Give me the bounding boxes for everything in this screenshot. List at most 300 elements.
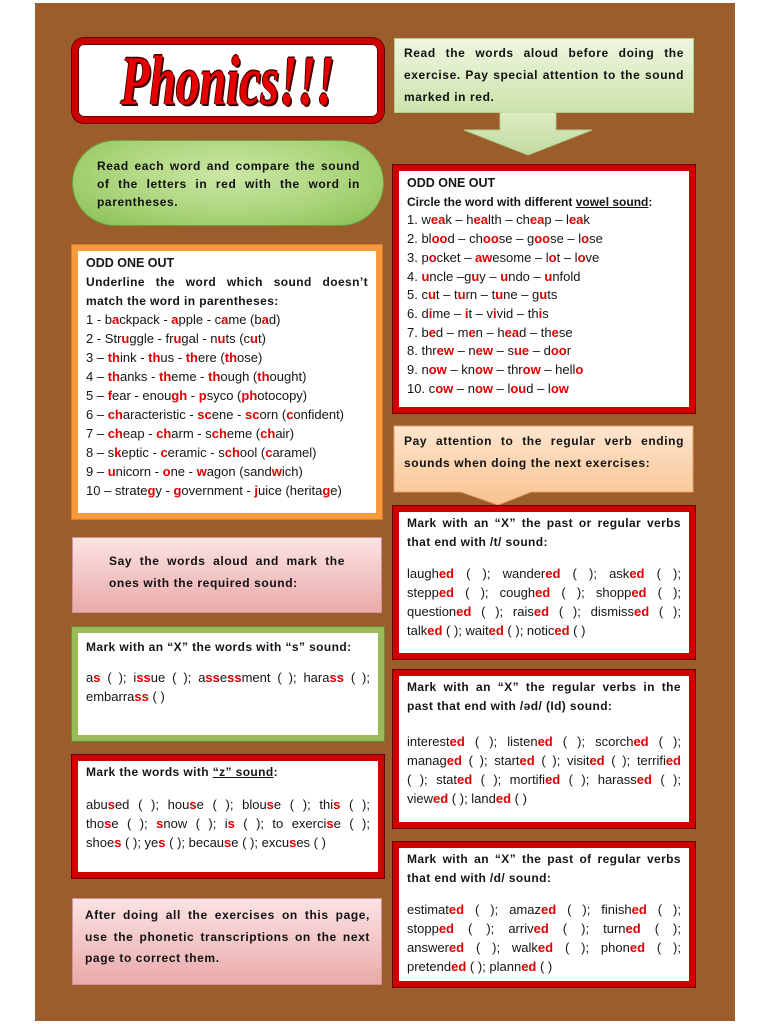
- plain-text: ( ); visit: [534, 753, 590, 768]
- plain-text: interest: [407, 734, 450, 749]
- plain-text: ( );: [340, 797, 370, 812]
- plain-text: n – h: [475, 324, 505, 340]
- verb-ending-note: [393, 425, 693, 493]
- highlighted-letters: ed: [629, 566, 645, 581]
- plain-text: 2 - Str: [86, 331, 122, 346]
- plain-text: e ( ); blou: [196, 797, 267, 812]
- word-list: [86, 310, 368, 500]
- plain-text: p – l: [544, 212, 569, 228]
- highlighted-letters: ed: [545, 772, 561, 787]
- highlighted-letters: th: [257, 369, 270, 384]
- heading-colon: :: [273, 765, 279, 779]
- plain-text: ( ); shopp: [550, 585, 632, 600]
- plain-text: rn – t: [465, 287, 496, 303]
- plain-text: aramel): [272, 445, 317, 460]
- highlighted-letters: ed: [433, 791, 449, 806]
- plain-text: agon (sand: [206, 464, 272, 479]
- plain-text: – l: [493, 380, 511, 396]
- text-line: [86, 462, 368, 481]
- plain-text: ich): [281, 464, 303, 479]
- plain-text: 3 –: [86, 350, 108, 365]
- highlighted-letters: ph: [241, 388, 258, 403]
- plain-text: se: [589, 231, 603, 247]
- text-line: [407, 602, 681, 621]
- highlighted-letters: w: [271, 464, 282, 479]
- plain-text: t – v: [468, 305, 494, 321]
- highlighted-letters: ed: [449, 734, 465, 749]
- text-line: [86, 668, 370, 687]
- highlighted-letters: ea: [568, 212, 584, 228]
- correction-note: [72, 898, 382, 985]
- highlighted-letters: ed: [438, 921, 454, 936]
- highlighted-letters: g: [173, 483, 182, 498]
- plain-text: ve: [585, 249, 600, 265]
- word-list: [86, 668, 370, 706]
- highlighted-letters: e: [428, 324, 436, 340]
- highlighted-letters: a: [221, 312, 229, 327]
- plain-text: 10 – strate: [86, 483, 148, 498]
- highlighted-letters: ow: [428, 362, 447, 378]
- highlighted-letters: s: [224, 835, 232, 850]
- highlighted-letters: o: [575, 362, 584, 378]
- odd-one-out-vowels: [393, 165, 695, 413]
- plain-text: ( ); stat: [407, 772, 458, 787]
- highlighted-letters: ow: [435, 380, 454, 396]
- plain-text: me –: [432, 305, 465, 321]
- highlighted-letters: ed: [629, 940, 646, 955]
- say-aloud-text: Say the words aloud and mark the ones with the required sound:: [109, 554, 345, 590]
- plain-text: 4.: [407, 268, 422, 284]
- plain-text: ( ); mortifi: [472, 772, 546, 787]
- highlighted-letters: ed: [451, 959, 467, 974]
- heading-text: Mark the words with: [86, 765, 213, 779]
- highlighted-letters: ue: [513, 343, 530, 359]
- text-line: [407, 732, 681, 751]
- highlighted-letters: o: [577, 249, 586, 265]
- plain-text: ( ); wander: [453, 566, 546, 581]
- text-line: [407, 305, 681, 324]
- plain-text: d): [268, 312, 281, 327]
- text-line: [86, 348, 368, 367]
- plain-text: e): [330, 483, 342, 498]
- plain-text: 1 - b: [86, 312, 113, 327]
- highlighted-letters: th: [224, 350, 238, 365]
- text-line: [407, 938, 681, 957]
- highlighted-letters: ea: [504, 324, 520, 340]
- highlighted-letters: aw: [474, 249, 493, 265]
- plain-text: ere (: [198, 350, 225, 365]
- plain-text: d – m: [435, 324, 469, 340]
- heading-underlined: vowel sound: [575, 194, 649, 209]
- text-line: [407, 324, 681, 343]
- highlighted-letters: j: [254, 483, 259, 498]
- plain-text: 8 – s: [86, 445, 115, 460]
- plain-text: ( );: [646, 585, 682, 600]
- highlighted-letters: s: [156, 816, 164, 831]
- plain-text: ( ); harass: [560, 772, 637, 787]
- plain-text: ne -: [170, 464, 197, 479]
- plain-text: air): [275, 426, 295, 441]
- highlighted-letters: ed: [448, 940, 465, 955]
- text-line: [407, 770, 681, 789]
- highlighted-letters: p: [198, 388, 207, 403]
- plain-text: arm - s: [171, 426, 212, 441]
- text-line: [407, 249, 681, 268]
- plain-text: eme -: [171, 369, 209, 384]
- plain-text: e ( );: [333, 816, 370, 831]
- odd-one-out-consonants: [72, 245, 382, 519]
- text-line: [86, 329, 368, 348]
- highlighted-letters: s: [289, 835, 297, 850]
- heading-colon: :: [648, 194, 653, 209]
- highlighted-letters: s: [189, 797, 197, 812]
- plain-text: ( ); land: [448, 791, 496, 806]
- plain-text: 7 –: [86, 426, 108, 441]
- highlighted-letters: th: [107, 350, 120, 365]
- highlighted-letters: i: [493, 305, 497, 321]
- highlighted-letters: th: [185, 350, 198, 365]
- highlighted-letters: oo: [534, 231, 551, 247]
- text-line: [86, 443, 368, 462]
- highlighted-letters: ed: [631, 902, 647, 917]
- highlighted-letters: i: [428, 305, 433, 321]
- highlighted-letters: i: [464, 305, 469, 321]
- plain-text: ( ); turn: [548, 921, 626, 936]
- highlighted-letters: u: [121, 331, 130, 346]
- highlighted-letters: ed: [446, 753, 462, 768]
- plain-text: ool (: [239, 445, 266, 460]
- plain-text: 7. b: [407, 324, 429, 340]
- compare-instruction-text: Read each word and compare the sound of the letters in red with the word in parentheses.: [97, 159, 360, 209]
- read-aloud-text: Read the words aloud before doing the exercise. Pay special attention to the sound marked in red.: [404, 46, 684, 104]
- highlighted-letters: ed: [448, 902, 465, 917]
- verb-list: [407, 900, 681, 976]
- highlighted-letters: ow: [474, 362, 493, 378]
- highlighted-letters: ed: [521, 959, 537, 974]
- plain-text: – d: [529, 343, 551, 359]
- plain-text: eap -: [122, 426, 157, 441]
- plain-text: -: [187, 388, 199, 403]
- plain-text: ts (c: [225, 331, 251, 346]
- plain-text: ndo –: [508, 268, 545, 284]
- highlighted-letters: ed: [665, 753, 681, 768]
- plain-text: eme (: [226, 426, 261, 441]
- plain-text: ( ); notic: [503, 623, 555, 638]
- plain-text: ts: [547, 287, 558, 303]
- text-line: [407, 583, 681, 602]
- highlighted-letters: ss: [136, 670, 151, 685]
- plain-text: ne – g: [503, 287, 540, 303]
- plain-text: embarra: [86, 689, 135, 704]
- highlighted-letters: ed: [533, 921, 549, 936]
- text-line: [407, 380, 681, 399]
- plain-text: ear - enou: [112, 388, 172, 403]
- highlighted-letters: ow: [522, 362, 541, 378]
- text-line: [407, 361, 681, 380]
- highlighted-letters: ed: [631, 585, 647, 600]
- plain-text: nfold: [552, 268, 581, 284]
- page-title: Phonics!!!: [120, 40, 336, 119]
- plain-text: 4 –: [86, 369, 108, 384]
- say-aloud-note: [72, 537, 382, 613]
- plain-text: e: [219, 670, 228, 685]
- text-line: [407, 621, 681, 640]
- plain-text: ( );: [644, 566, 681, 581]
- plain-text: 5 –: [86, 388, 108, 403]
- highlighted-letters: ed: [537, 734, 553, 749]
- plain-text: ( );: [646, 902, 681, 917]
- highlighted-letters: u: [107, 464, 116, 479]
- plain-text: ckpack -: [119, 312, 172, 327]
- plain-text: pretend: [407, 959, 452, 974]
- text-line: [407, 268, 681, 287]
- highlighted-letters: ch: [224, 445, 240, 460]
- exercise-heading: Underline the word which sound doesn’t match the word in parentheses:: [86, 275, 368, 308]
- highlighted-letters: u: [217, 331, 226, 346]
- plain-text: – hell: [540, 362, 576, 378]
- plain-text: ( ); terrifi: [604, 753, 666, 768]
- text-line: [407, 564, 681, 583]
- id-sound-exercise: [393, 670, 695, 828]
- plain-text: y -: [155, 483, 174, 498]
- highlighted-letters: ch: [107, 407, 123, 422]
- highlighted-letters: ed: [427, 623, 443, 638]
- plain-text: 10. c: [407, 380, 436, 396]
- highlighted-letters: a: [112, 312, 120, 327]
- highlighted-letters: ed: [488, 623, 504, 638]
- highlighted-letters: u: [544, 268, 553, 284]
- highlighted-letters: ed: [554, 623, 570, 638]
- plain-text: ( ); dismiss: [549, 604, 634, 619]
- plain-text: uice (herita: [258, 483, 323, 498]
- text-line: [86, 386, 368, 405]
- plain-text: ( );: [343, 670, 370, 685]
- plain-text: ( ); listen: [464, 734, 538, 749]
- plain-text: 5. c: [407, 287, 428, 303]
- plain-text: me (b: [228, 312, 262, 327]
- highlighted-letters: u: [500, 268, 509, 284]
- plain-text: t – l: [556, 249, 578, 265]
- highlighted-letters: ed: [537, 940, 554, 955]
- plain-text: eramic - s: [167, 445, 225, 460]
- plain-text: ment ( ); hara: [241, 670, 330, 685]
- exercise-heading: [407, 193, 681, 212]
- exercise-heading: Mark with an “X” the past or regular verbs that end with /t/ sound:: [407, 516, 681, 549]
- plain-text: ( ); i: [100, 670, 137, 685]
- text-line: [407, 230, 681, 249]
- highlighted-letters: oo: [550, 343, 567, 359]
- exercise-label: ODD ONE OUT: [407, 176, 496, 190]
- highlighted-letters: u: [471, 268, 480, 284]
- highlighted-letters: u: [539, 287, 548, 303]
- highlighted-letters: th: [158, 369, 172, 384]
- plain-text: ( ); walk: [464, 940, 538, 955]
- plain-text: 9. n: [407, 362, 429, 378]
- d-sound-exercise: [393, 842, 695, 987]
- highlighted-letters: u: [457, 287, 466, 303]
- compare-instruction: [72, 140, 384, 226]
- highlighted-letters: s: [158, 835, 166, 850]
- exercise-label: ODD ONE OUT: [86, 256, 175, 270]
- exercise-heading: Mark with an “X” the past of regular verbs that end with /d/ sound:: [407, 852, 681, 885]
- plain-text: 6. d: [407, 305, 429, 321]
- text-line: [407, 751, 681, 770]
- highlighted-letters: ed: [589, 753, 605, 768]
- text-line: [407, 789, 681, 808]
- highlighted-letters: s: [326, 816, 334, 831]
- highlighted-letters: ed: [495, 791, 512, 806]
- highlighted-letters: th: [148, 350, 161, 365]
- text-line: [86, 310, 368, 329]
- highlighted-letters: ea: [473, 212, 488, 228]
- highlighted-letters: c: [160, 445, 168, 460]
- plain-text: ( );: [645, 940, 681, 955]
- plain-text: ought): [269, 369, 307, 384]
- plain-text: ( ); scorch: [552, 734, 634, 749]
- plain-text: s: [542, 305, 549, 321]
- plain-text: aracteristic -: [122, 407, 198, 422]
- plain-text: answer: [407, 940, 449, 955]
- highlighted-letters: u: [421, 268, 430, 284]
- highlighted-letters: sc: [197, 407, 212, 422]
- heading-underlined: “z” sound: [212, 765, 274, 779]
- highlighted-letters: s: [266, 797, 274, 812]
- plain-text: ose): [237, 350, 263, 365]
- plain-text: ed ( ); hou: [114, 797, 190, 812]
- plain-text: e ( ); excu: [231, 835, 290, 850]
- highlighted-letters: sc: [244, 407, 260, 422]
- plain-text: – n: [453, 343, 476, 359]
- plain-text: ough (: [220, 369, 258, 384]
- plain-text: – kn: [446, 362, 475, 378]
- highlighted-letters: o: [581, 231, 590, 247]
- text-line: [86, 481, 368, 500]
- title-banner: [72, 38, 384, 123]
- correction-note-text: After doing all the exercises on this page, use the phonetic transcriptions on the next page to correct them.: [85, 908, 370, 965]
- highlighted-letters: ow: [550, 380, 569, 396]
- exercise-heading: Mark with an “X” the regular verbs in the past that end with /əd/ (Id) sound:: [407, 680, 681, 713]
- plain-text: onfident): [293, 407, 345, 422]
- exercise-heading: Mark with an “X” the words with “s” sound:: [86, 640, 352, 654]
- highlighted-letters: g: [147, 483, 156, 498]
- text-line: [86, 687, 370, 706]
- plain-text: eptic -: [121, 445, 161, 460]
- highlighted-letters: ew: [436, 343, 454, 359]
- text-line: [407, 211, 681, 230]
- highlighted-letters: s: [333, 797, 341, 812]
- highlighted-letters: s: [104, 816, 112, 831]
- highlighted-letters: ed: [438, 566, 454, 581]
- highlighted-letters: ea: [529, 212, 545, 228]
- plain-text: gal - n: [181, 331, 218, 346]
- plain-text: ( ); to exerci: [234, 816, 327, 831]
- highlighted-letters: u: [173, 331, 182, 346]
- verb-ending-note-text: Pay attention to the regular verb ending sounds when doing the next exercises:: [404, 434, 684, 470]
- highlighted-letters: u: [427, 287, 436, 303]
- plain-text: ( ): [511, 791, 527, 806]
- plain-text: ( ); becau: [165, 835, 225, 850]
- plain-text: ( ); cough: [453, 585, 536, 600]
- plain-text: orn (: [259, 407, 287, 422]
- highlighted-letters: s: [114, 835, 122, 850]
- plain-text: 9 –: [86, 464, 108, 479]
- text-line: [407, 286, 681, 305]
- plain-text: a: [86, 670, 94, 685]
- highlighted-letters: a: [171, 312, 179, 327]
- highlighted-letters: a: [261, 312, 269, 327]
- plain-text: d – l: [526, 380, 551, 396]
- plain-text: 6 –: [86, 407, 108, 422]
- plain-text: esome – l: [492, 249, 549, 265]
- plain-text: 8. thr: [407, 343, 437, 359]
- highlighted-letters: f: [107, 388, 113, 403]
- plain-text: now ( ); i: [163, 816, 228, 831]
- highlighted-letters: ew: [475, 343, 493, 359]
- highlighted-letters: ed: [456, 604, 472, 619]
- plain-text: overnment -: [181, 483, 255, 498]
- highlighted-letters: th: [208, 369, 221, 384]
- plain-text: anks -: [119, 369, 159, 384]
- text-line: [86, 424, 368, 443]
- text-line: [407, 957, 681, 976]
- highlighted-letters: ed: [533, 604, 550, 619]
- plain-text: d – th: [519, 324, 552, 340]
- highlighted-letters: e: [468, 324, 476, 340]
- word-list: [86, 795, 370, 852]
- highlighted-letters: u: [495, 287, 504, 303]
- highlighted-letters: o: [428, 249, 437, 265]
- heading-text: Circle the word with different: [407, 194, 576, 209]
- word-list: [407, 211, 681, 398]
- plain-text: ( ); finish: [556, 902, 632, 917]
- plain-text: ncle –g: [429, 268, 472, 284]
- highlighted-letters: ed: [636, 772, 652, 787]
- plain-text: t): [258, 331, 266, 346]
- highlighted-letters: ed: [545, 566, 561, 581]
- plain-text: se – l: [550, 231, 582, 247]
- text-line: [86, 367, 368, 386]
- highlighted-letters: ss: [329, 670, 344, 685]
- plain-text: r: [566, 343, 572, 359]
- plain-text: ( ): [536, 959, 553, 974]
- plain-text: shoe: [86, 835, 115, 850]
- plain-text: 3. p: [407, 249, 429, 265]
- plain-text: ( ); plann: [466, 959, 522, 974]
- plain-text: – thr: [493, 362, 523, 378]
- plain-text: talk: [407, 623, 428, 638]
- highlighted-letters: th: [107, 369, 120, 384]
- highlighted-letters: c: [265, 445, 273, 460]
- highlighted-letters: w: [196, 464, 207, 479]
- plain-text: ink -: [119, 350, 149, 365]
- plain-text: pple - c: [178, 312, 222, 327]
- text-line: [407, 342, 681, 361]
- highlighted-letters: s: [107, 797, 115, 812]
- plain-text: ( );: [651, 772, 681, 787]
- plain-text: ( ); phon: [553, 940, 630, 955]
- highlighted-letters: e: [551, 324, 559, 340]
- plain-text: us -: [160, 350, 186, 365]
- plain-text: ggle - fr: [129, 331, 174, 346]
- plain-text: ( ); arriv: [453, 921, 534, 936]
- highlighted-letters: ss: [227, 670, 242, 685]
- verb-list: [407, 732, 681, 808]
- highlighted-letters: s: [93, 670, 101, 685]
- highlighted-letters: u: [250, 331, 258, 346]
- plain-text: abu: [86, 797, 108, 812]
- highlighted-letters: ch: [107, 426, 123, 441]
- read-aloud-note: [394, 38, 694, 113]
